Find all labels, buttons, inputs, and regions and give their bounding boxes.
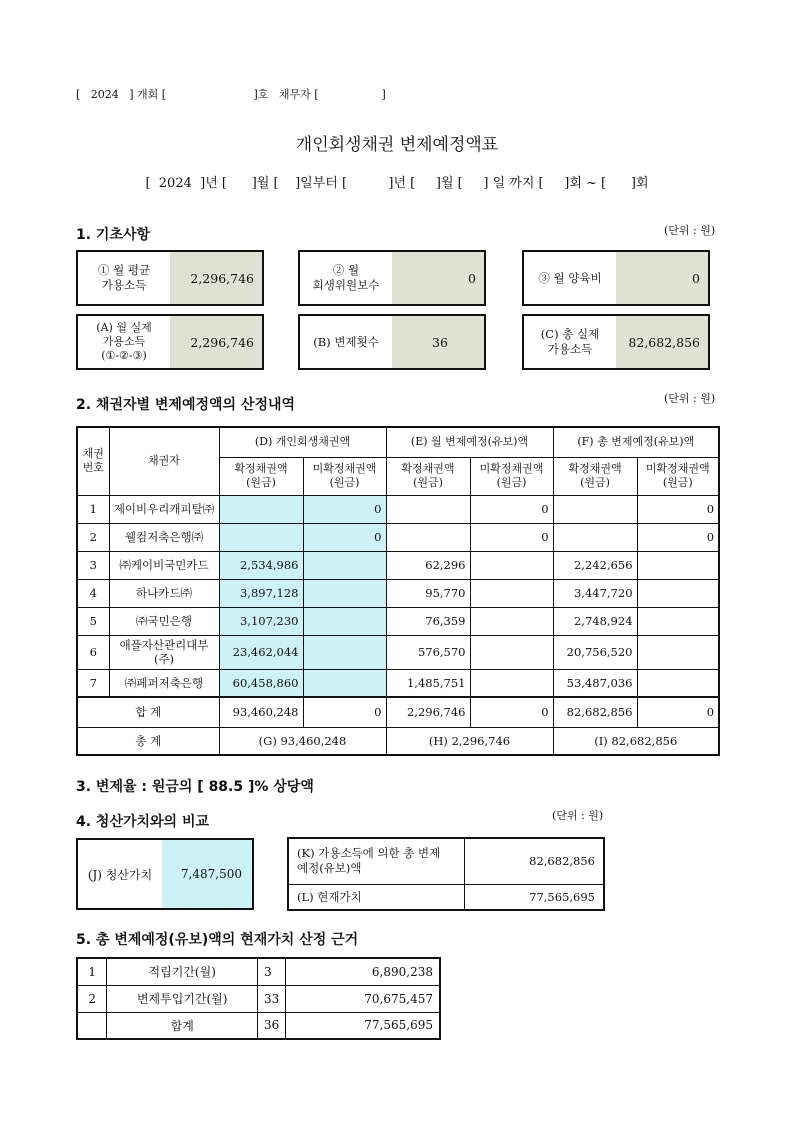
header-e-confirmed: 확정채권액 (원금)	[386, 457, 470, 495]
pv-row-amount: 6,890,238	[286, 958, 440, 985]
info-box-label: (C) 총 실제 가용소득	[540, 327, 600, 356]
e-confirmed: 62,296	[386, 551, 470, 579]
e-confirmed: 76,359	[386, 607, 470, 635]
d-unconfirmed: 0	[303, 495, 386, 523]
d-unconfirmed	[303, 579, 386, 607]
section1-unit: (단위 : 원)	[664, 224, 716, 237]
f-confirmed: 53,487,036	[553, 669, 637, 697]
f-unconfirmed	[637, 669, 719, 697]
row-no: 2	[77, 523, 109, 551]
d-unconfirmed: 0	[303, 523, 386, 551]
f-unconfirmed	[637, 579, 719, 607]
pv-row-amount: 77,565,695	[286, 1012, 440, 1039]
info-box-label: ③ 월 양육비	[538, 270, 602, 285]
info-box-trustee-fee	[298, 250, 486, 306]
e-unconfirmed	[470, 551, 553, 579]
total-label: 총 계	[77, 727, 219, 755]
pv-row-months: 36	[258, 1012, 286, 1039]
pv-row-months: 33	[258, 985, 286, 1012]
subtotal-d1: 93,460,248	[219, 697, 303, 727]
section5-heading: 5. 총 변제예정(유보)액의 현재가치 산정 근거	[76, 932, 359, 948]
subtotal-label: 합 계	[77, 697, 219, 727]
k-value: 82,682,856	[465, 838, 604, 884]
section4-unit: (단위 : 원)	[552, 809, 604, 822]
e-unconfirmed	[470, 607, 553, 635]
header-f-confirmed: 확정채권액 (원금)	[553, 457, 637, 495]
creditor-name: 웰컴저축은행㈜	[109, 523, 219, 551]
d-unconfirmed	[303, 635, 386, 669]
d-confirmed: 3,897,128	[219, 579, 303, 607]
header-e-unconfirmed: 미확정채권액 (원금)	[470, 457, 553, 495]
d-confirmed: 3,107,230	[219, 607, 303, 635]
case-number-line: [ 2024 ] 개회 [ ]호 채무자 [ ]	[76, 88, 386, 101]
f-unconfirmed	[637, 607, 719, 635]
e-confirmed: 1,485,751	[386, 669, 470, 697]
section4-heading: 4. 청산가치와의 비교	[76, 814, 209, 830]
d-confirmed	[219, 523, 303, 551]
section1-heading: 1. 기초사항	[76, 227, 151, 243]
header-creditor-no: 채권 번호	[77, 427, 109, 495]
creditor-row	[77, 635, 719, 669]
row-no: 3	[77, 551, 109, 579]
d-confirmed	[219, 495, 303, 523]
info-box-value: 0	[616, 252, 708, 304]
creditor-name: 애플자산관리대부 (주)	[109, 635, 219, 669]
row-no: 1	[77, 495, 109, 523]
info-box-child-support	[522, 250, 710, 306]
pv-row	[77, 958, 440, 985]
creditor-name: 하나카드㈜	[109, 579, 219, 607]
liquidation-value: 7,487,500	[162, 840, 252, 908]
subtotal-f2: 0	[637, 697, 719, 727]
subtotal-e2: 0	[470, 697, 553, 727]
pv-row-months: 3	[258, 958, 286, 985]
total-g: (G) 93,460,248	[219, 727, 386, 755]
f-confirmed: 20,756,520	[553, 635, 637, 669]
d-unconfirmed	[303, 607, 386, 635]
info-box-monthly-income	[76, 250, 264, 306]
present-value-table	[76, 957, 441, 1040]
d-confirmed: 60,458,860	[219, 669, 303, 697]
pv-row-no	[77, 1012, 107, 1039]
f-unconfirmed: 0	[637, 523, 719, 551]
info-box-label: ① 월 평균 가용소득	[97, 263, 151, 292]
page-title: 개인회생채권 변제예정액표	[295, 135, 499, 155]
pv-row-label: 변제투입기간(월)	[107, 985, 258, 1012]
creditor-row	[77, 669, 719, 697]
total-row	[77, 727, 719, 755]
header-group-f: (F) 총 변제예정(유보)액	[553, 427, 719, 457]
f-unconfirmed: 0	[637, 495, 719, 523]
e-confirmed: 95,770	[386, 579, 470, 607]
header-d-unconfirmed: 미확정채권액 (원금)	[303, 457, 386, 495]
info-box-repayment-count	[298, 314, 486, 370]
header-f-unconfirmed: 미확정채권액 (원금)	[637, 457, 719, 495]
creditor-name: 제이비우리캐피탈㈜	[109, 495, 219, 523]
pv-row-label: 합계	[107, 1012, 258, 1039]
total-i: (I) 82,682,856	[553, 727, 719, 755]
creditor-name: ㈜페퍼저축은행	[109, 669, 219, 697]
header-d-confirmed: 확정채권액 (원금)	[219, 457, 303, 495]
creditor-row	[77, 523, 719, 551]
info-box-label: (B) 변제횟수	[313, 334, 379, 349]
creditor-name: ㈜케이비국민카드	[109, 551, 219, 579]
e-confirmed	[386, 495, 470, 523]
liquidation-value-label: (J) 청산가치	[87, 867, 153, 882]
info-box-value: 36	[392, 316, 484, 368]
row-no: 4	[77, 579, 109, 607]
info-box-total-income	[522, 314, 710, 370]
e-unconfirmed	[470, 635, 553, 669]
e-unconfirmed: 0	[470, 523, 553, 551]
header-creditor: 채권자	[109, 427, 219, 495]
e-confirmed: 576,570	[386, 635, 470, 669]
f-confirmed: 2,748,924	[553, 607, 637, 635]
subtotal-f1: 82,682,856	[553, 697, 637, 727]
creditor-row	[77, 579, 719, 607]
k-label: (K) 가용소득에 의한 총 변제 예정(유보)액	[288, 838, 465, 884]
creditor-name: ㈜국민은행	[109, 607, 219, 635]
pv-row-no: 1	[77, 958, 107, 985]
d-unconfirmed	[303, 669, 386, 697]
info-box-label: ② 월 회생위원보수	[312, 263, 380, 292]
l-value: 77,565,695	[465, 884, 604, 910]
info-box-label: (A) 월 실제 가용소득 (①-②-③)	[96, 321, 152, 362]
pv-row-no: 2	[77, 985, 107, 1012]
e-confirmed	[386, 523, 470, 551]
section3-heading: 3. 변제율 : 원금의 [ 88.5 ]% 상당액	[76, 779, 314, 795]
subtotal-e1: 2,296,746	[386, 697, 470, 727]
d-confirmed: 23,462,044	[219, 635, 303, 669]
header-group-e: (E) 월 변제예정(유보)액	[386, 427, 553, 457]
info-box-actual-income	[76, 314, 264, 370]
f-confirmed: 3,447,720	[553, 579, 637, 607]
f-confirmed	[553, 523, 637, 551]
section2-heading: 2. 채권자별 변제예정액의 산정내역	[76, 397, 296, 413]
pv-row-label: 적립기간(월)	[107, 958, 258, 985]
info-box-value: 2,296,746	[170, 252, 262, 304]
subtotal-row	[77, 697, 719, 727]
creditor-table	[76, 426, 720, 756]
info-box-value: 82,682,856	[616, 316, 708, 368]
pv-row	[77, 985, 440, 1012]
d-unconfirmed	[303, 551, 386, 579]
e-unconfirmed	[470, 669, 553, 697]
liquidation-value-box	[76, 838, 254, 910]
pv-row	[77, 1012, 440, 1039]
row-no: 7	[77, 669, 109, 697]
f-unconfirmed	[637, 635, 719, 669]
info-box-value: 2,296,746	[170, 316, 262, 368]
e-unconfirmed	[470, 579, 553, 607]
creditor-row	[77, 607, 719, 635]
creditor-row	[77, 551, 719, 579]
header-group-d: (D) 개인회생채권액	[219, 427, 386, 457]
period-line: [ 2024 ]년 [ ]월 [ ]일부터 [ ]년 [ ]월 [ ] 일 까지 [ ]회 ~ [ ]회	[145, 176, 649, 191]
pv-row-amount: 70,675,457	[286, 985, 440, 1012]
total-h: (H) 2,296,746	[386, 727, 553, 755]
creditor-row	[77, 495, 719, 523]
d-confirmed: 2,534,986	[219, 551, 303, 579]
subtotal-d2: 0	[303, 697, 386, 727]
comparison-table	[287, 837, 605, 911]
row-no: 6	[77, 635, 109, 669]
e-unconfirmed: 0	[470, 495, 553, 523]
section2-unit: (단위 : 원)	[664, 392, 716, 405]
f-confirmed: 2,242,656	[553, 551, 637, 579]
info-box-value: 0	[392, 252, 484, 304]
f-unconfirmed	[637, 551, 719, 579]
l-label: (L) 현재가치	[288, 884, 465, 910]
row-no: 5	[77, 607, 109, 635]
f-confirmed	[553, 495, 637, 523]
